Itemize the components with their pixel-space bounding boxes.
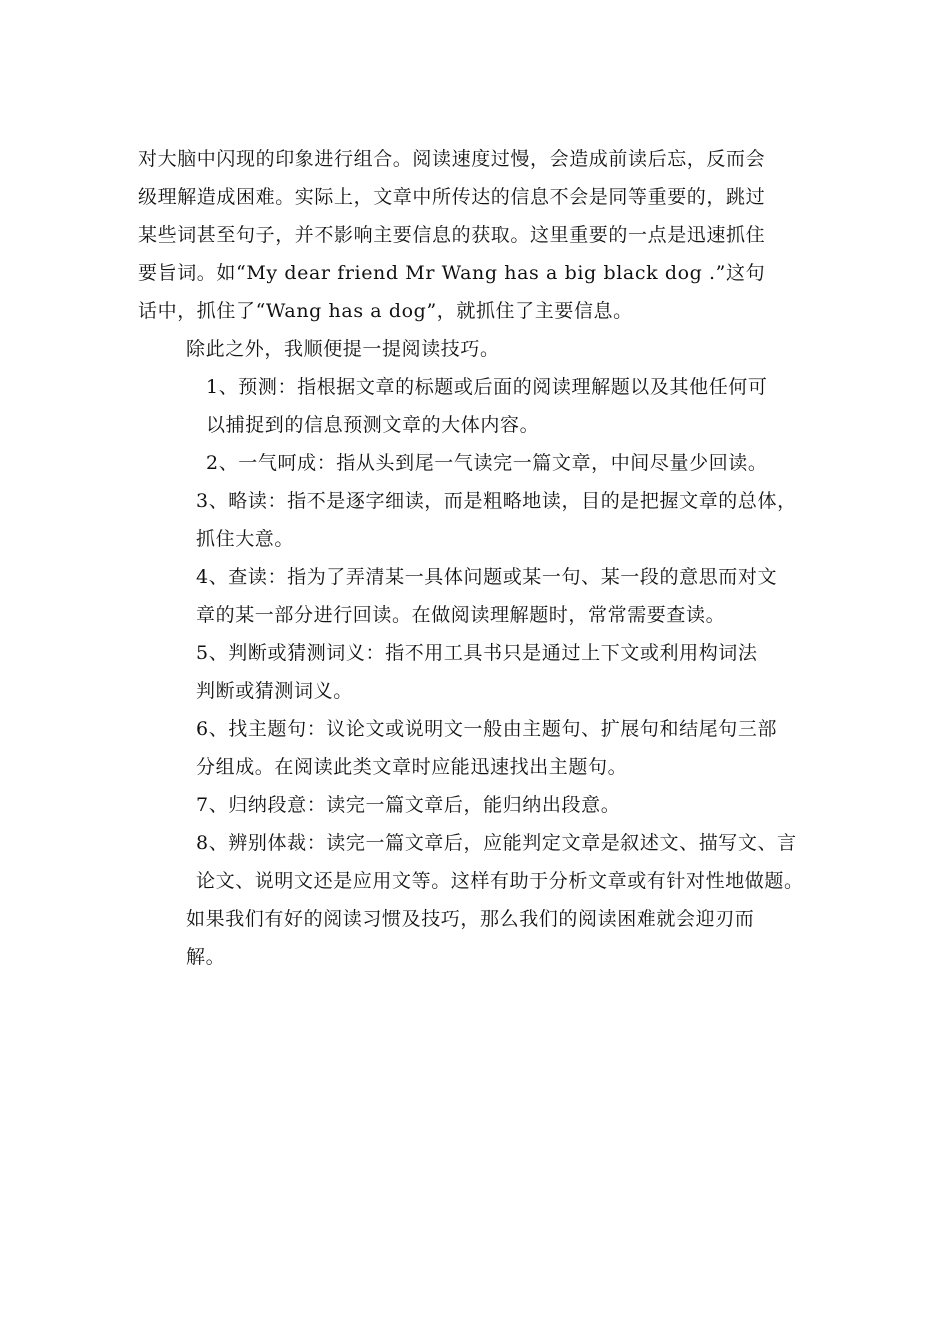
text-line: 分组成。在阅读此类文章时应能迅速找出主题句。 — [196, 756, 628, 778]
text-line: 以捕捉到的信息预测文章的大体内容。 — [206, 414, 540, 436]
paragraph-reading-speed — [138, 140, 850, 330]
paragraph-skill-6 — [138, 710, 850, 786]
text-line: 1、预测：指根据文章的标题或后面的阅读理解题以及其他任何可 — [206, 376, 768, 398]
paragraph-intro-skills — [138, 330, 850, 368]
text-line: 对大脑中闪现的印象进行组合。阅读速度过慢，会造成前读后忘，反而会 — [138, 148, 766, 170]
text-line: 如果我们有好的阅读习惯及技巧，那么我们的阅读困难就会迎刃而 — [186, 908, 755, 930]
text-line: 抓住大意。 — [196, 528, 295, 550]
text-line: 2、一气呵成：指从头到尾一气读完一篇文章，中间尽量少回读。 — [206, 452, 768, 474]
text-line: 论文、说明文还是应用文等。这样有助于分析文章或有针对性地做题。 — [196, 870, 804, 892]
text-line: 8、辨别体裁：读完一篇文章后，应能判定文章是叙述文、描写文、言 — [196, 832, 797, 854]
text-line: 5、判断或猜测词义：指不用工具书只是通过上下文或利用构词法 — [196, 642, 758, 664]
paragraph-skill-3 — [138, 482, 850, 558]
text-line: 4、查读：指为了弄清某一具体问题或某一句、某一段的意思而对文 — [196, 566, 778, 588]
text-line: 7、归纳段意：读完一篇文章后，能归纳出段意。 — [196, 794, 621, 816]
text-line: 3、略读：指不是逐字细读，而是粗略地读，目的是把握文章的总体， — [196, 490, 797, 512]
paragraph-skill-7 — [138, 786, 850, 824]
text-line: 话中，抓住了“Wang has a dog”，就抓住了主要信息。 — [138, 300, 633, 322]
paragraph-conclusion — [138, 900, 850, 976]
text-line: 要旨词。如“My dear friend Mr Wang has a big black dog .”这句 — [138, 262, 766, 284]
paragraph-skill-5 — [138, 634, 850, 710]
text-line: 除此之外，我顺便提一提阅读技巧。 — [186, 338, 500, 360]
document-body — [138, 140, 850, 976]
paragraph-skill-1 — [138, 368, 850, 444]
paragraph-skill-2 — [138, 444, 850, 482]
text-line: 解。 — [186, 946, 226, 968]
text-line: 6、找主题句：议论文或说明文一般由主题句、扩展句和结尾句三部 — [196, 718, 778, 740]
paragraph-skill-4 — [138, 558, 850, 634]
text-line: 判断或猜测词义。 — [196, 680, 353, 702]
text-line: 级理解造成困难。实际上，文章中所传达的信息不会是同等重要的，跳过 — [138, 186, 766, 208]
text-line: 某些词甚至句子，并不影响主要信息的获取。这里重要的一点是迅速抓住 — [138, 224, 766, 246]
paragraph-skill-8 — [138, 824, 850, 900]
text-line: 章的某一部分进行回读。在做阅读理解题时，常常需要查读。 — [196, 604, 726, 626]
